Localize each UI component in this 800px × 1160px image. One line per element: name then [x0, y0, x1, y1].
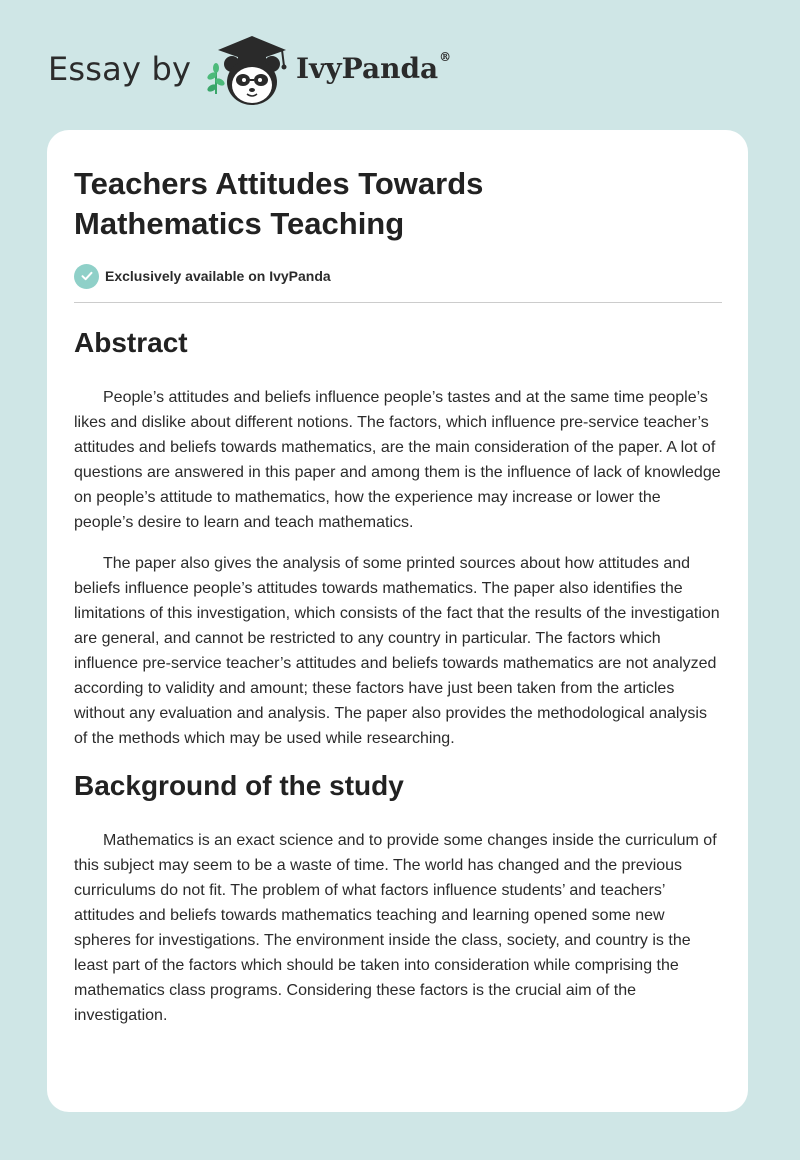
title-divider — [74, 302, 722, 303]
registered-mark: ® — [439, 50, 452, 64]
brand-name-text: IvyPanda — [296, 52, 439, 85]
section-heading-background: Background of the study — [74, 770, 404, 801]
abstract-paragraph-2: The paper also gives the analysis of some printed sources about how attitudes and beliefs influence people’s attitudes towards mathematics. The paper also identifies the limitations of this investigation, which consists of the fact that the results of the investigation are general, and cannot be restricted to any country in particular. The factors which influence pre-service teacher’s attitudes and beliefs towards mathematics are not analyzed according to validity and amount; these factors have just been taken from the articles without any evaluation and analysis. The paper also provides the methodological analysis of the methods which may be used while researching. — [74, 555, 720, 747]
section-heading-abstract: Abstract — [74, 327, 188, 358]
background-paragraph-1: Mathematics is an exact science and to provide some changes inside the curriculum of this subject may seem to be a waste of time. The world has changed and the previous curriculums do not fit. The problem of what factors influence students’ and teachers’ attitudes and beliefs towards mathematics teaching and learning opened some new spheres for investigations. The environment inside the class, society, and country is the least part of the factors which should be taken into consideration while comprising the mathematics class programs. Considering these factors is the crucial aim of the investigation. — [74, 832, 717, 1024]
check-circle-icon — [74, 264, 99, 289]
exclusive-badge — [74, 262, 331, 290]
essay-by-label: Essay by — [48, 50, 192, 88]
ivypanda-brand[interactable] — [296, 52, 451, 85]
abstract-paragraph-1: People’s attitudes and beliefs influence people’s tastes and at the same time people’s likes and dislike about different notions. The factors, which influence pre-service teacher’s attitudes and beliefs towards mathematics, are the main consideration of the paper. A lot of questions are answered in this paper and among them is the influence of lack of knowledge on people’s attitude to mathematics, how the experience may increase or lower the people’s desire to learn and teach mathematics. — [74, 389, 721, 531]
essay-card — [47, 130, 748, 1112]
badge-label: Exclusively available on IvyPanda — [105, 268, 331, 284]
site-header — [48, 30, 548, 110]
essay-title: Teachers Attitudes Towards Mathematics Teaching — [74, 166, 484, 241]
panda-graduate-icon[interactable] — [202, 30, 302, 110]
